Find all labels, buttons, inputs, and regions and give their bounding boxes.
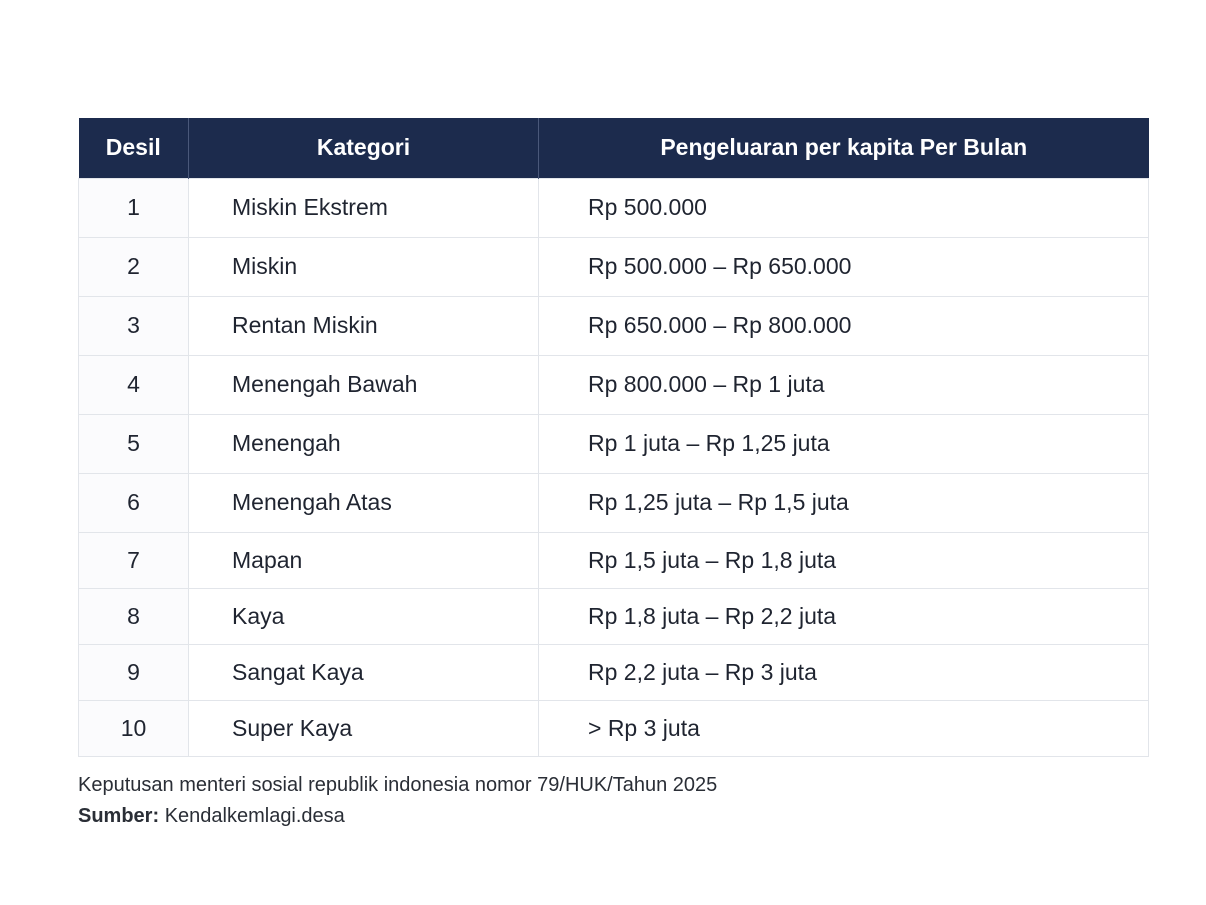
cell-pengeluaran: Rp 1,25 juta – Rp 1,5 juta xyxy=(539,473,1149,532)
footer xyxy=(78,770,717,832)
cell-desil: 9 xyxy=(79,644,189,700)
cell-kategori: Menengah xyxy=(189,414,539,473)
cell-desil: 1 xyxy=(79,178,189,237)
table-row xyxy=(79,473,1149,532)
source-value: Kendalkemlagi.desa xyxy=(164,805,345,827)
cell-pengeluaran: Rp 1 juta – Rp 1,25 juta xyxy=(539,414,1149,473)
cell-desil: 6 xyxy=(79,473,189,532)
cell-pengeluaran: Rp 500.000 – Rp 650.000 xyxy=(539,237,1149,296)
table-header-row xyxy=(79,118,1149,178)
cell-desil: 8 xyxy=(79,588,189,644)
cell-desil: 5 xyxy=(79,414,189,473)
footer-source xyxy=(78,801,717,832)
cell-desil: 4 xyxy=(79,355,189,414)
header-desil: Desil xyxy=(105,134,161,161)
cell-pengeluaran: Rp 1,5 juta – Rp 1,8 juta xyxy=(539,532,1149,588)
cell-pengeluaran: Rp 650.000 – Rp 800.000 xyxy=(539,296,1149,355)
footer-note: Keputusan menteri sosial republik indonesia nomor 79/HUK/Tahun 2025 xyxy=(78,774,718,796)
cell-kategori: Sangat Kaya xyxy=(189,644,539,700)
cell-kategori: Kaya xyxy=(189,588,539,644)
table-row xyxy=(79,414,1149,473)
cell-kategori: Miskin Ekstrem xyxy=(189,178,539,237)
cell-desil: 10 xyxy=(79,700,189,756)
table-row xyxy=(79,532,1149,588)
cell-kategori: Miskin xyxy=(189,237,539,296)
table-row xyxy=(79,588,1149,644)
cell-kategori: Rentan Miskin xyxy=(189,296,539,355)
cell-pengeluaran: > Rp 3 juta xyxy=(539,700,1149,756)
table-row xyxy=(79,237,1149,296)
desil-table xyxy=(78,118,1149,757)
table-row xyxy=(79,644,1149,700)
cell-kategori: Menengah Atas xyxy=(189,473,539,532)
source-label: Sumber: xyxy=(78,805,160,827)
cell-desil: 2 xyxy=(79,237,189,296)
cell-kategori: Mapan xyxy=(189,532,539,588)
cell-pengeluaran: Rp 1,8 juta – Rp 2,2 juta xyxy=(539,588,1149,644)
cell-pengeluaran: Rp 800.000 – Rp 1 juta xyxy=(539,355,1149,414)
table-row xyxy=(79,355,1149,414)
header-pengeluaran: Pengeluaran per kapita Per Bulan xyxy=(539,118,1149,178)
header-kategori: Kategori xyxy=(189,118,539,178)
cell-kategori: Menengah Bawah xyxy=(189,355,539,414)
desil-table-container xyxy=(78,118,1148,757)
cell-desil: 3 xyxy=(79,296,189,355)
table-row xyxy=(79,296,1149,355)
cell-desil: 7 xyxy=(79,532,189,588)
cell-pengeluaran: Rp 500.000 xyxy=(539,178,1149,237)
table-row xyxy=(79,178,1149,237)
cell-kategori: Super Kaya xyxy=(189,700,539,756)
cell-pengeluaran: Rp 2,2 juta – Rp 3 juta xyxy=(539,644,1149,700)
table-row xyxy=(79,700,1149,756)
